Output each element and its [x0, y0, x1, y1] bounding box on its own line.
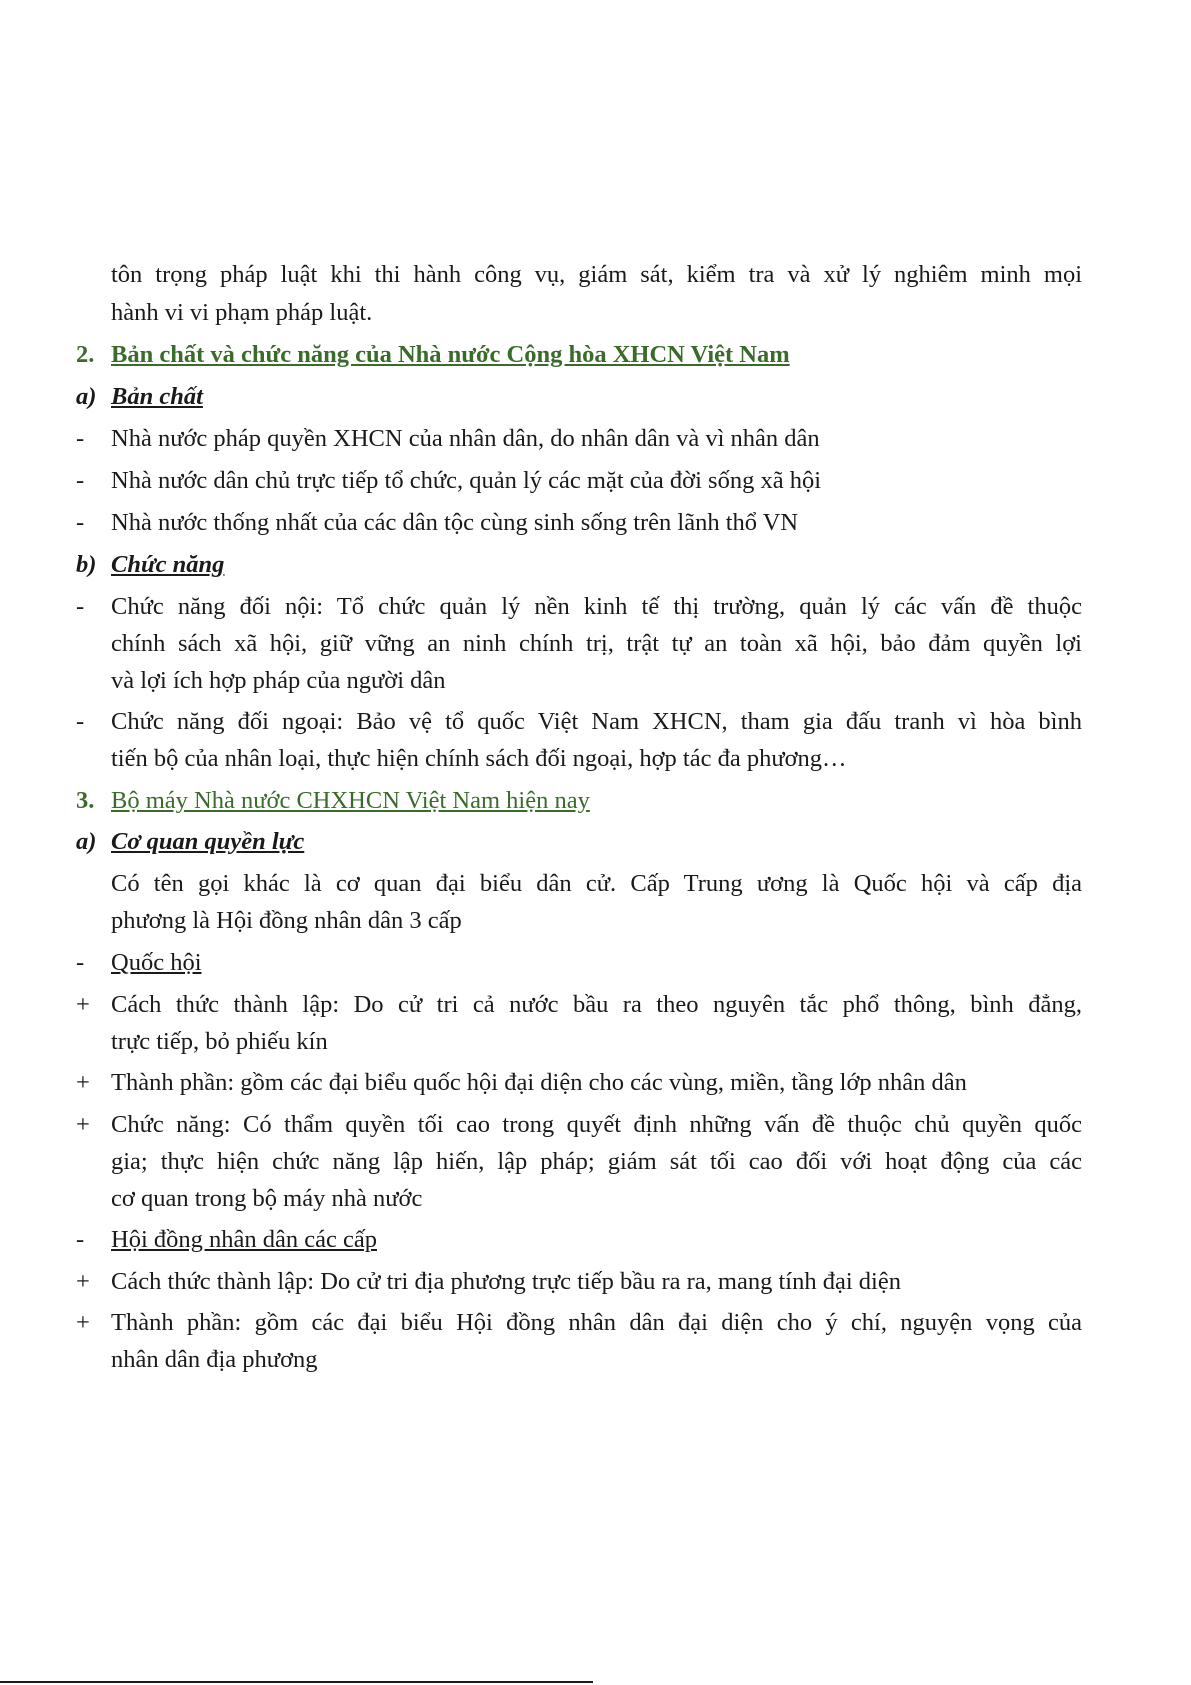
bullet-plus: +	[76, 1111, 90, 1138]
plus-continuation	[0, 1343, 1191, 1377]
plus-item	[0, 988, 1191, 1022]
paragraph-line	[0, 296, 1191, 330]
bullet-text: Nhà nước pháp quyền XHCN của nhân dân, do nhân dân và vì nhân dân	[111, 425, 820, 452]
bullet-text: gia; thực hiện chức năng lập hiến, lập pháp; giám sát tối cao đối với hoạt động của các	[111, 1148, 1082, 1175]
bullet-text: Hội đồng nhân dân các cấp	[111, 1226, 377, 1253]
bullet-dash: -	[76, 425, 85, 452]
subsection-heading-b	[0, 548, 1191, 582]
subsection-marker: a)	[76, 383, 97, 410]
bullet-continuation	[0, 742, 1191, 776]
section-title: Bộ máy Nhà nước CHXHCN Việt Nam hiện nay	[111, 787, 590, 814]
section-heading-2	[0, 338, 1191, 372]
bullet-continuation	[0, 664, 1191, 698]
paragraph-line	[0, 258, 1191, 292]
bullet-text: tiến bộ của nhân loại, thực hiện chính sách đối ngoại, hợp tác đa phương…	[111, 745, 847, 772]
bullet-dash: -	[76, 509, 85, 536]
subsection-marker: a)	[76, 828, 97, 855]
plus-continuation	[0, 1025, 1191, 1059]
bullet-text: trực tiếp, bỏ phiếu kín	[111, 1028, 328, 1055]
footer-rule	[0, 1681, 593, 1683]
plus-item	[0, 1108, 1191, 1142]
bullet-text: cơ quan trong bộ máy nhà nước	[111, 1185, 423, 1212]
bullet-item	[0, 946, 1191, 980]
bullet-item	[0, 506, 1191, 540]
subsection-marker: b)	[76, 551, 97, 578]
bullet-dash: -	[76, 593, 85, 620]
bullet-plus: +	[76, 991, 90, 1018]
line-text: hành vi vi phạm pháp luật.	[111, 299, 373, 326]
bullet-text: nhân dân địa phương	[111, 1346, 318, 1373]
bullet-text: Thành phần: gồm các đại biểu quốc hội đại diện cho các vùng, miền, tầng lớp nhân dân	[111, 1069, 967, 1096]
subsection-title: Cơ quan quyền lực	[111, 828, 305, 855]
line-text: phương là Hội đồng nhân dân 3 cấp	[111, 907, 462, 934]
bullet-dash: -	[76, 708, 85, 735]
bullet-item	[0, 705, 1191, 739]
bullet-text: Quốc hội	[111, 949, 202, 976]
bullet-plus: +	[76, 1268, 90, 1295]
section-heading-3	[0, 784, 1191, 818]
bullet-plus: +	[76, 1069, 90, 1096]
subsection-title: Chức năng	[111, 551, 225, 578]
bullet-text: Chức năng đối nội: Tổ chức quản lý nền kinh tế thị trường, quản lý các vấn đề thuộc	[111, 593, 1082, 620]
subsection-heading-a	[0, 825, 1191, 859]
plus-continuation	[0, 1182, 1191, 1216]
plus-item	[0, 1265, 1191, 1299]
bullet-dash: -	[76, 1226, 85, 1253]
bullet-plus: +	[76, 1309, 90, 1336]
bullet-item	[0, 464, 1191, 498]
plus-item	[0, 1066, 1191, 1100]
bullet-dash: -	[76, 467, 85, 494]
line-text: Có tên gọi khác là cơ quan đại biểu dân cử. Cấp Trung ương là Quốc hội và cấp địa	[111, 870, 1082, 897]
bullet-text: Cách thức thành lập: Do cử tri địa phương trực tiếp bầu ra ra, mang tính đại diện	[111, 1268, 901, 1295]
bullet-item	[0, 590, 1191, 624]
bullet-continuation	[0, 627, 1191, 661]
subsection-heading-a	[0, 380, 1191, 414]
section-number: 2.	[76, 341, 95, 368]
bullet-item	[0, 422, 1191, 456]
section-number: 3.	[76, 787, 95, 814]
subsection-title: Bản chất	[111, 383, 203, 410]
bullet-item	[0, 1223, 1191, 1257]
bullet-text: Thành phần: gồm các đại biểu Hội đồng nhân dân đại diện cho ý chí, nguyện vọng của	[111, 1309, 1082, 1336]
bullet-text: Chức năng: Có thẩm quyền tối cao trong quyết định những vấn đề thuộc chủ quyền quốc	[111, 1111, 1082, 1138]
bullet-text: chính sách xã hội, giữ vững an ninh chính trị, trật tự an toàn xã hội, bảo đảm quyền lợi	[111, 630, 1082, 657]
plus-continuation	[0, 1145, 1191, 1179]
bullet-text: Cách thức thành lập: Do cử tri cả nước bầu ra theo nguyên tắc phổ thông, bình đẳng,	[111, 991, 1082, 1018]
paragraph-line	[0, 867, 1191, 901]
line-text: tôn trọng pháp luật khi thi hành công vụ, giám sát, kiểm tra và xử lý nghiêm minh mọi	[111, 261, 1082, 288]
bullet-text: và lợi ích hợp pháp của người dân	[111, 667, 446, 694]
bullet-text: Chức năng đối ngoại: Bảo vệ tổ quốc Việt Nam XHCN, tham gia đấu tranh vì hòa bình	[111, 708, 1082, 735]
section-title: Bản chất và chức năng của Nhà nước Cộng hòa XHCN Việt Nam	[111, 341, 790, 368]
plus-item	[0, 1306, 1191, 1340]
bullet-text: Nhà nước thống nhất của các dân tộc cùng sinh sống trên lãnh thổ VN	[111, 509, 799, 536]
bullet-dash: -	[76, 949, 85, 976]
bullet-text: Nhà nước dân chủ trực tiếp tổ chức, quản lý các mặt của đời sống xã hội	[111, 467, 822, 494]
paragraph-line	[0, 904, 1191, 938]
